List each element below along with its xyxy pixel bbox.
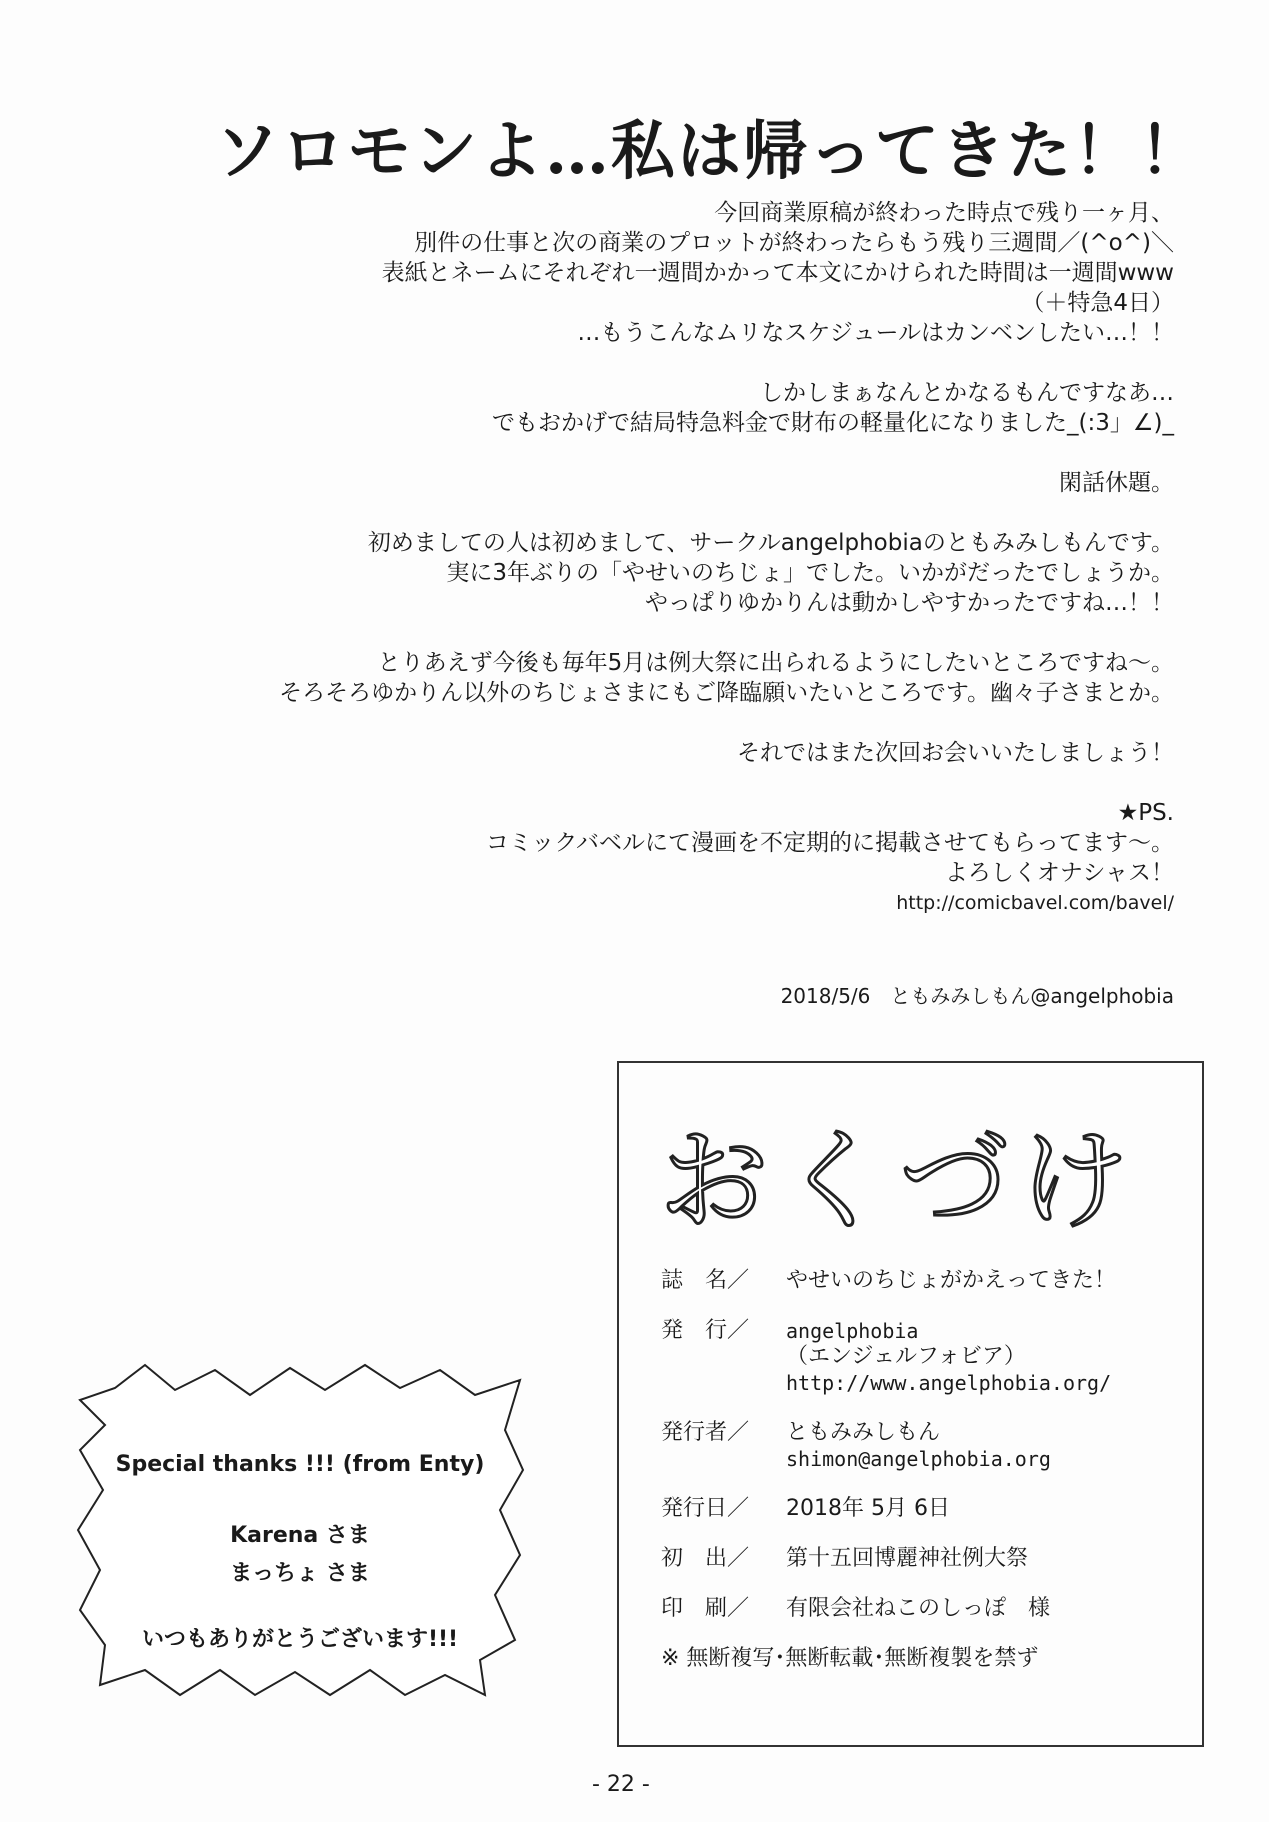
colophon-row	[661, 1596, 1116, 1622]
colophon-label: 初 出／	[661, 1546, 750, 1571]
text-line	[279, 348, 1174, 378]
text-line	[279, 498, 1174, 528]
text-line: 初めましての人は初めまして、サークルangelphobiaのともみみしもんです。	[367, 530, 1174, 556]
colophon-value: 有限会社ねこのしっぽ 様	[786, 1596, 1051, 1621]
thanks-line-3: まっちょ さま	[230, 1561, 370, 1586]
colophon-label: 印 刷／	[661, 1596, 750, 1621]
thanks-line-1: Special thanks !!! (from Enty)	[115, 1452, 485, 1477]
text-line: 別件の仕事と次の商業のプロットが終わったらもう残り三週間／(^o^)＼	[414, 230, 1174, 256]
page-title: ソロモンよ…私は帰ってきた！！	[215, 114, 1205, 189]
text-line	[279, 708, 1174, 738]
copyright-notice: ※ 無断複写･無断転載･無断複製を禁ず	[661, 1646, 1039, 1671]
text-line: 表紙とネームにそれぞれ一週間かかって本文にかけられた時間は一週間www	[381, 260, 1174, 286]
text-line	[279, 768, 1174, 798]
text-line: とりあえず今後も毎年5月は例大祭に出られるようにしたいところですね～。	[377, 650, 1174, 676]
colophon-rows	[661, 1268, 1116, 1672]
text-line	[279, 438, 1174, 468]
colophon-row	[661, 1318, 1116, 1396]
text-line: 閑話休題。	[1059, 470, 1174, 496]
text-line: ★PS.	[1117, 800, 1174, 826]
colophon-value: shimon@angelphobia.org	[786, 1447, 1051, 1471]
ps-url: http://comicbavel.com/bavel/	[896, 892, 1174, 914]
text-line	[279, 618, 1174, 648]
text-line: コミックバベルにて漫画を不定期的に掲載させてもらってます～。	[485, 830, 1174, 856]
text-line: しかしまぁなんとかなるもんですなあ…	[760, 380, 1174, 406]
colophon-label: 発行日／	[661, 1496, 750, 1521]
colophon-row	[661, 1420, 1116, 1472]
colophon-value: angelphobia	[786, 1319, 919, 1343]
colophon-value: 2018年 5月 6日	[786, 1496, 950, 1521]
colophon-heading: おくづけ	[659, 1117, 1139, 1245]
signature: 2018/5/6 ともみみしもん@angelphobia	[780, 984, 1174, 1008]
text-line: それではまた次回お会いいたしましょう！	[737, 740, 1174, 766]
afterword-text	[279, 198, 1174, 918]
colophon-row	[661, 1546, 1116, 1572]
colophon-value: http://www.angelphobia.org/	[786, 1371, 1112, 1395]
colophon-row	[661, 1496, 1116, 1522]
special-thanks-burst	[75, 1360, 525, 1700]
colophon-label: 発 行／	[661, 1318, 750, 1343]
colophon-value: やせいのちじょがかえってきた！	[786, 1268, 1117, 1293]
text-line: そろそろゆかりん以外のちじょさまにもご降臨願いたいところです。幽々子さまとか。	[279, 680, 1174, 706]
text-line: よろしくオナシャス！	[944, 860, 1174, 886]
colophon-label: 誌 名／	[661, 1268, 750, 1293]
colophon-value: ともみみしもん	[786, 1420, 941, 1445]
page-number: - 22 -	[592, 1772, 650, 1797]
colophon-value: 第十五回博麗神社例大祭	[786, 1546, 1029, 1571]
text-line: （＋特急4日）	[1021, 290, 1174, 316]
text-line: やっぱりゆかりんは動かしやすかったですね…！！	[645, 590, 1174, 616]
colophon-row	[661, 1268, 1116, 1294]
thanks-line-4: いつもありがとうございます!!!	[141, 1627, 459, 1652]
thanks-line-2: Karena さま	[230, 1523, 370, 1548]
text-line: 今回商業原稿が終わった時点で残り一ヶ月、	[714, 200, 1174, 226]
text-line: 実に3年ぶりの「やせいのちじょ」でした。いかがだったでしょうか。	[446, 560, 1174, 586]
text-line: …もうこんなムリなスケジュールはカンベンしたい…！！	[577, 320, 1174, 346]
colophon-box	[617, 1061, 1204, 1747]
colophon-label: 発行者／	[661, 1420, 750, 1445]
colophon-value: （エンジェルフォビア）	[786, 1344, 1026, 1369]
text-line: でもおかげで結局特急料金で財布の軽量化になりました_(:3」∠)_	[492, 410, 1174, 436]
